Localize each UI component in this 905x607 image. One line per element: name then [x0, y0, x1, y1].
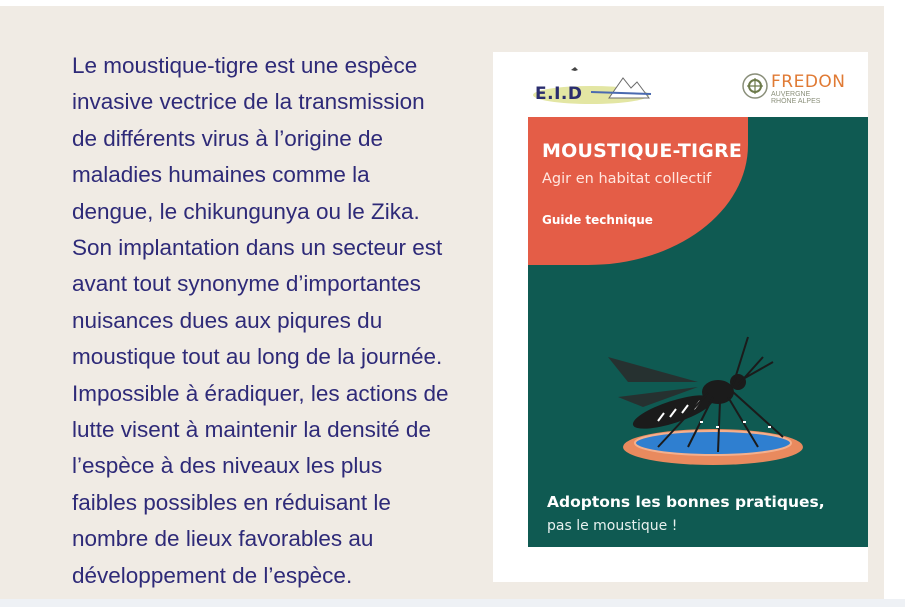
eid-logo: [531, 64, 661, 112]
paragraph-line: invasive vectrice de la transmission: [72, 89, 425, 115]
cover-subtitle: Agir en habitat collectif: [542, 171, 712, 187]
fredon-region-line: AUVERGNE: [771, 91, 811, 98]
paragraph-line: l’espèce à des niveaux les plus: [72, 453, 383, 479]
paragraph-line: nombre de lieux favorables au: [72, 526, 374, 552]
paragraph-line: nuisances dues aux piqures du: [72, 307, 383, 333]
content-panel: [0, 6, 884, 599]
paragraph-line: de différents virus à l’origine de: [72, 125, 384, 151]
cover-green-panel: [528, 117, 868, 547]
fredon-logo-name: FREDON: [771, 72, 846, 92]
article-paragraph: [72, 48, 482, 594]
paragraph-line: avant tout synonyme d’importantes: [72, 271, 421, 297]
paragraph-line: dengue, le chikungunya ou le Zika.: [72, 198, 420, 224]
fredon-region-line: RHÔNE ALPES: [771, 98, 821, 105]
paragraph-line: Impossible à éradiquer, les actions de: [72, 380, 449, 406]
bottom-divider: [0, 599, 905, 607]
paragraph-line: Son implantation dans un secteur est: [72, 235, 443, 261]
eid-logo-letters: E.I.D: [535, 84, 583, 104]
fredon-emblem-icon: [741, 72, 769, 100]
paragraph-line: maladies humaines comme la: [72, 162, 370, 188]
fredon-logo-region: [771, 91, 851, 105]
paragraph-line: développement de l’espèce.: [72, 562, 353, 588]
paragraph-line: Le moustique-tigre est une espèce: [72, 53, 418, 78]
cover-slogan-line1: Adoptons les bonnes pratiques,: [547, 493, 825, 511]
guide-cover-image[interactable]: [493, 52, 868, 582]
cover-slogan-line2: pas le moustique !: [547, 518, 678, 534]
paragraph-line: moustique tout au long de la journée.: [72, 344, 443, 370]
cover-guide-label: Guide technique: [542, 213, 653, 227]
paragraph-line: faibles possibles en réduisant le: [72, 489, 391, 515]
mosquito-illustration-icon: [588, 297, 818, 467]
cover-title: MOUSTIQUE-TIGRE: [542, 140, 743, 162]
paragraph-line: lutte visent à maintenir la densité de: [72, 417, 431, 443]
fredon-logo: [741, 72, 856, 108]
